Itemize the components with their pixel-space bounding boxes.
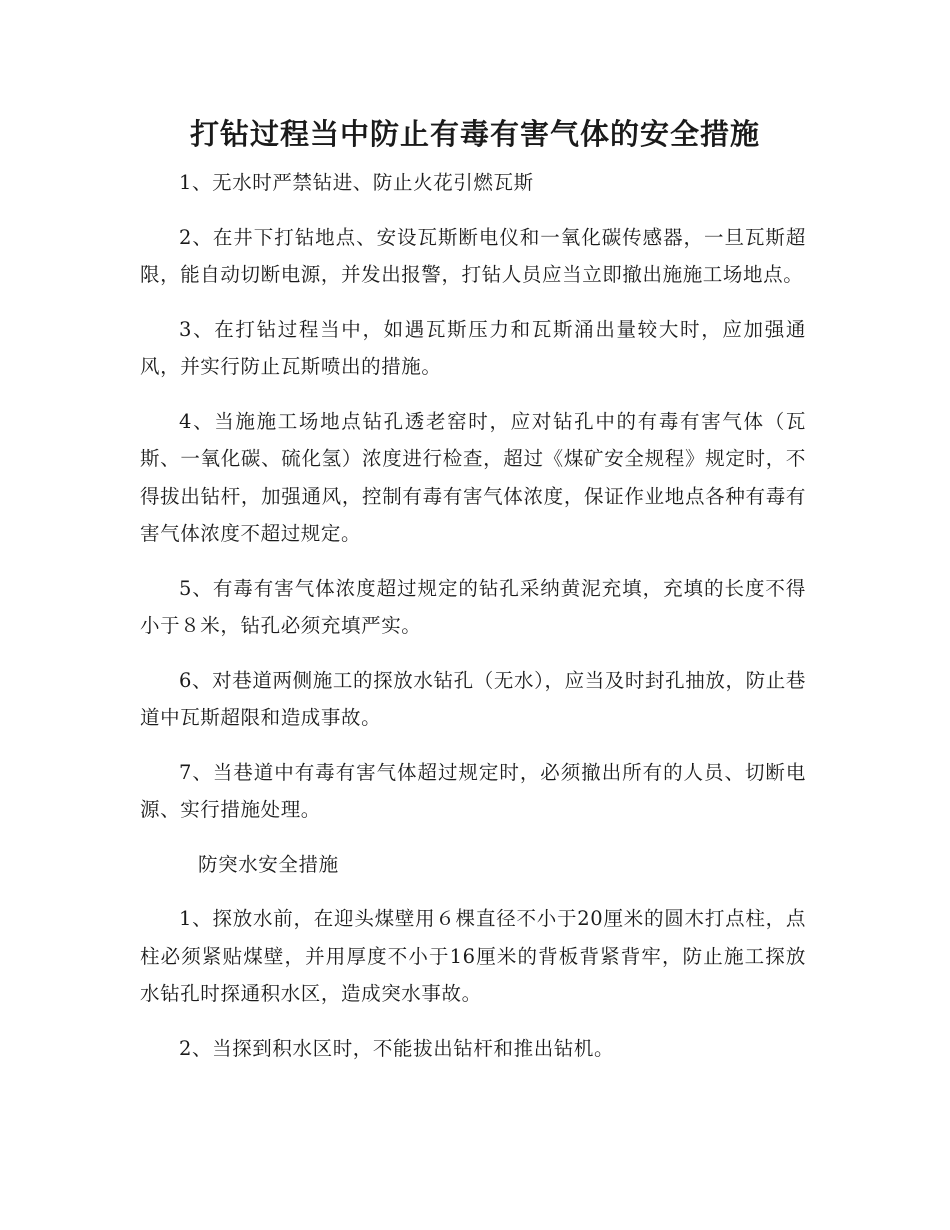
document-body	[140, 164, 806, 1084]
paragraph-6: 6、对巷道两侧施工的探放水钻孔（无水），应当及时封孔抽放，防止巷道中瓦斯超限和造成事故。	[140, 668, 806, 729]
section-paragraph-2: 2、当探到积水区时，不能拔出钻杆和推出钻机。	[179, 1036, 615, 1060]
document-title: 打钻过程当中防止有毒有害气体的安全措施	[189, 117, 760, 151]
paragraph-7: 7、当巷道中有毒有害气体超过规定时，必须撤出所有的人员、切断电源、实行措施处理。	[140, 760, 806, 821]
paragraph-4: 4、当施施工场地点钻孔透老窑时，应对钻孔中的有毒有害气体（瓦斯、一氧化碳、硫化氢）浓度进行检查，超过《煤矿安全规程》规定时，不得拔出钻杆，加强通风，控制有毒有害气体浓度，保证作业地点各种有毒有害气体浓度不超过规定。	[140, 409, 806, 545]
paragraph-1: 1、无水时严禁钻进、防止火花引燃瓦斯	[179, 171, 534, 194]
paragraph-2: 2、在井下打钻地点、安设瓦斯断电仪和一氧化碳传感器，一旦瓦斯超限，能自动切断电源，并发出报警，打钻人员应当立即撤出施施工场地点。	[140, 225, 806, 286]
paragraph-5: 5、有毒有害气体浓度超过规定的钻孔采纳黄泥充填，充填的长度不得小于８米，钻孔必须充填严实。	[140, 576, 806, 637]
section-paragraph-1: 1、探放水前，在迎头煤壁用６棵直径不小于20厘米的圆木打点柱，点柱必须紧贴煤壁，并用厚度不小于16厘米的背板背紧背牢，防止施工探放水钻孔时探通积水区，造成突水事故。	[140, 907, 806, 1005]
section-heading: 防突水安全措施	[198, 852, 339, 876]
paragraph-3: 3、在打钻过程当中，如遇瓦斯压力和瓦斯涌出量较大时，应加强通风，并实行防止瓦斯喷出的措施。	[140, 317, 806, 378]
